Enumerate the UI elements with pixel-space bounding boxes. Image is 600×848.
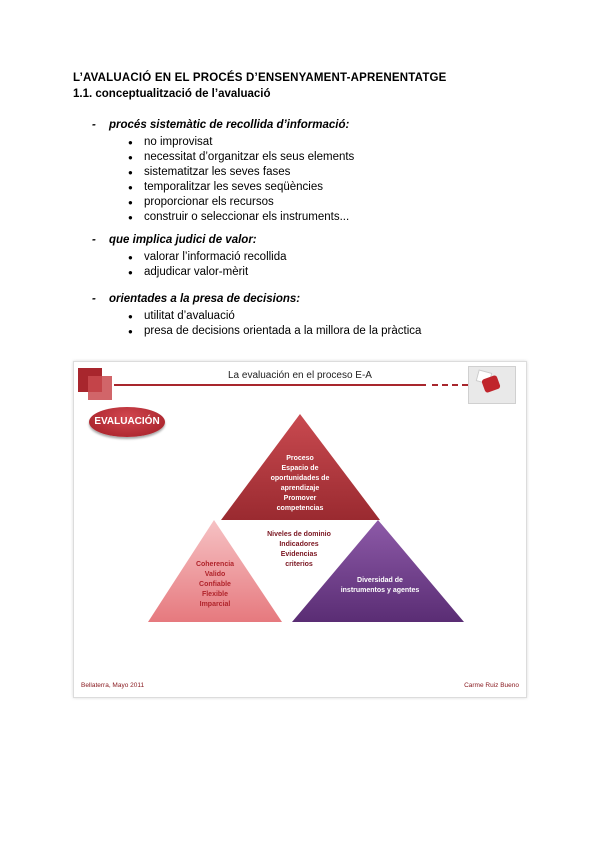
top-triangle-text: Proceso Espacio de oportunidades de aprendizaje Promover competencias	[270, 455, 330, 512]
section-2	[92, 232, 287, 280]
list-item: ● proporcionar els recursos	[128, 195, 354, 210]
document-subtitle: 1.1. conceptualització de l’avaluació	[73, 88, 271, 100]
list-item: ● utilitat d’avaluació	[128, 309, 421, 324]
slide-footer-left: Bellaterra, Mayo 2011	[81, 682, 145, 689]
section-heading	[92, 291, 421, 307]
section-heading-text: que implica judici de valor:	[109, 234, 257, 246]
list-item: ● presa de decisions orientada a la millora de la pràctica	[128, 324, 421, 339]
list-item: ● construir o seleccionar els instruments...	[128, 210, 354, 225]
list-item: ● temporalitzar les seves seqüències	[128, 180, 354, 195]
list-item: ● adjudicar valor-mèrit	[128, 265, 287, 280]
document-title: L’AVALUACIÓ EN EL PROCÉS D’ENSENYAMENT-APRENENTATGE	[73, 72, 447, 84]
bullet-list	[92, 135, 354, 225]
section-1	[92, 117, 354, 225]
evaluacion-badge: EVALUACIÓN	[89, 407, 165, 437]
list-item: ● necessitat d’organitzar els seus elements	[128, 150, 354, 165]
list-item: ● valorar l’informació recollida	[128, 250, 287, 265]
list-item: ● sistematitzar les seves fases	[128, 165, 354, 180]
section-heading-text: orientades a la presa de decisions:	[109, 293, 301, 305]
bullet-list	[92, 309, 421, 339]
dash-marker: -	[92, 234, 96, 246]
section-heading	[92, 117, 354, 133]
slide-title: La evaluación en el proceso E-A	[228, 370, 372, 381]
section-heading	[92, 232, 287, 248]
center-text: Niveles de dominio Indicadores Evidencias criterios	[267, 531, 331, 568]
embedded-slide	[73, 361, 527, 698]
left-triangle-text: Coherencia Valido Confiable Flexible Imparcial	[195, 561, 235, 608]
dash-marker: -	[92, 119, 96, 131]
dash-marker: -	[92, 293, 96, 305]
bullet-list	[92, 250, 287, 280]
slide-footer-right: Carme Ruiz Bueno	[464, 682, 519, 689]
section-heading-text: procés sistemàtic de recollida d’informació:	[109, 119, 350, 131]
right-triangle-text: Diversidad de instrumentos y agentes	[340, 577, 420, 594]
list-item: ● no improvisat	[128, 135, 354, 150]
section-3	[92, 291, 421, 339]
